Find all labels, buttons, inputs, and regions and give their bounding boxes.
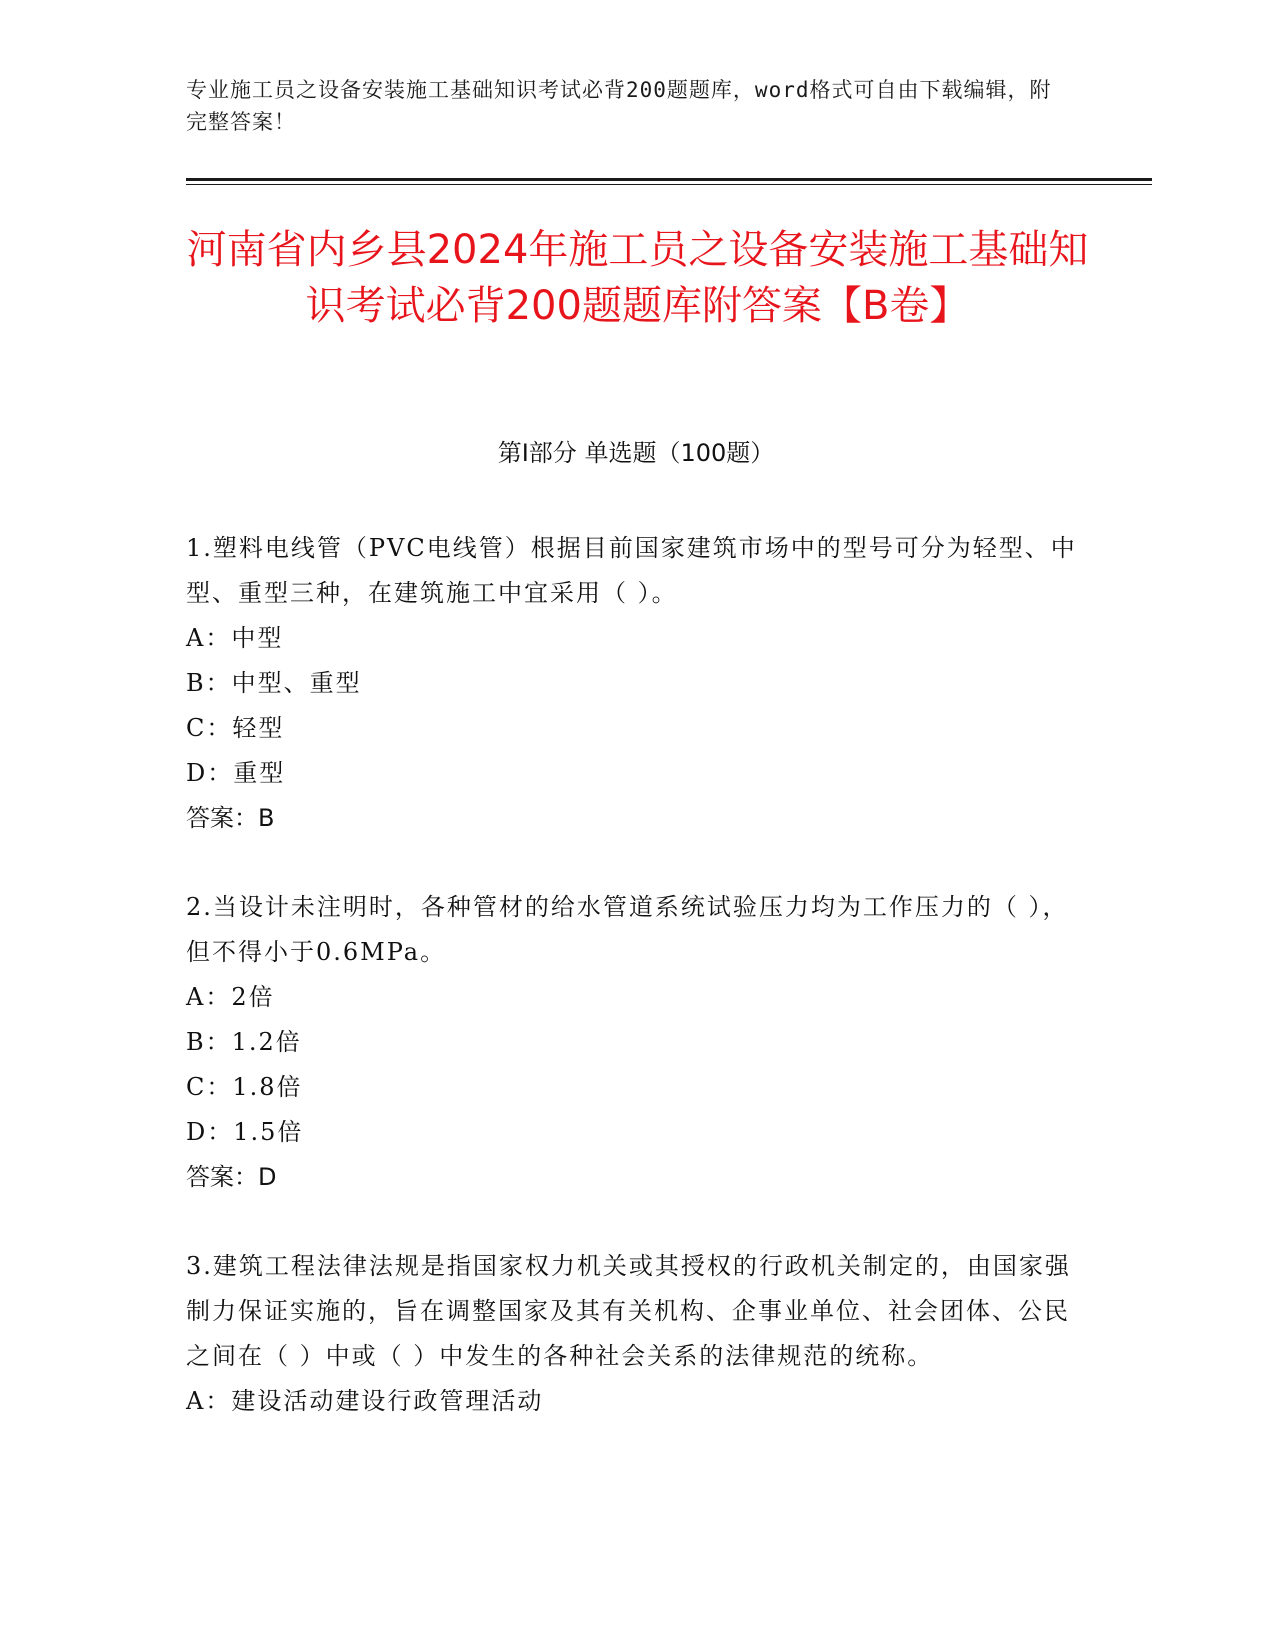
option-c: C：轻型 xyxy=(186,714,285,742)
answer-line: 答案：D xyxy=(186,1163,277,1191)
answer-line: 答案：B xyxy=(186,804,275,832)
option-a: A：2倍 xyxy=(186,983,275,1011)
option-d: D：重型 xyxy=(186,759,286,787)
question-2 xyxy=(186,885,1086,1200)
question-list xyxy=(186,526,1086,1468)
header-divider-thin xyxy=(186,184,1152,185)
question-stem: 1.塑料电线管（PVC电线管）根据目前国家建筑市场中的型号可分为轻型、中型、重型三种，在建筑施工中宜采用（ ）。 xyxy=(186,534,1077,607)
header-divider-thick xyxy=(186,178,1152,181)
question-stem: 3.建筑工程法律法规是指国家权力机关或其授权的行政机关制定的，由国家强制力保证实施的，旨在调整国家及其有关机构、企事业单位、社会团体、公民之间在（ ）中或（ ）中发生的各种社会关系的法律规范的统称。 xyxy=(186,1252,1071,1370)
option-b: B：中型、重型 xyxy=(186,669,362,697)
option-b: B：1.2倍 xyxy=(186,1028,302,1056)
question-1 xyxy=(186,526,1086,841)
document-title: 河南省内乡县2024年施工员之设备安装施工基础知识考试必背200题题库附答案【B卷】 xyxy=(186,227,1089,329)
question-3 xyxy=(186,1244,1086,1424)
section-heading: 第I部分 单选题（100题） xyxy=(497,439,775,467)
question-stem: 2.当设计未注明时，各种管材的给水管道系统试验压力均为工作压力的（ ），但不得小于0.6MPa。 xyxy=(186,893,1069,966)
option-a: A：中型 xyxy=(186,624,284,652)
header-note: 专业施工员之设备安装施工基础知识考试必背200题题库，word格式可自由下载编辑，附完整答案！ xyxy=(186,78,1052,134)
option-a: A：建设活动建设行政管理活动 xyxy=(186,1387,544,1415)
option-d: D：1.5倍 xyxy=(186,1118,304,1146)
option-c: C：1.8倍 xyxy=(186,1073,303,1101)
